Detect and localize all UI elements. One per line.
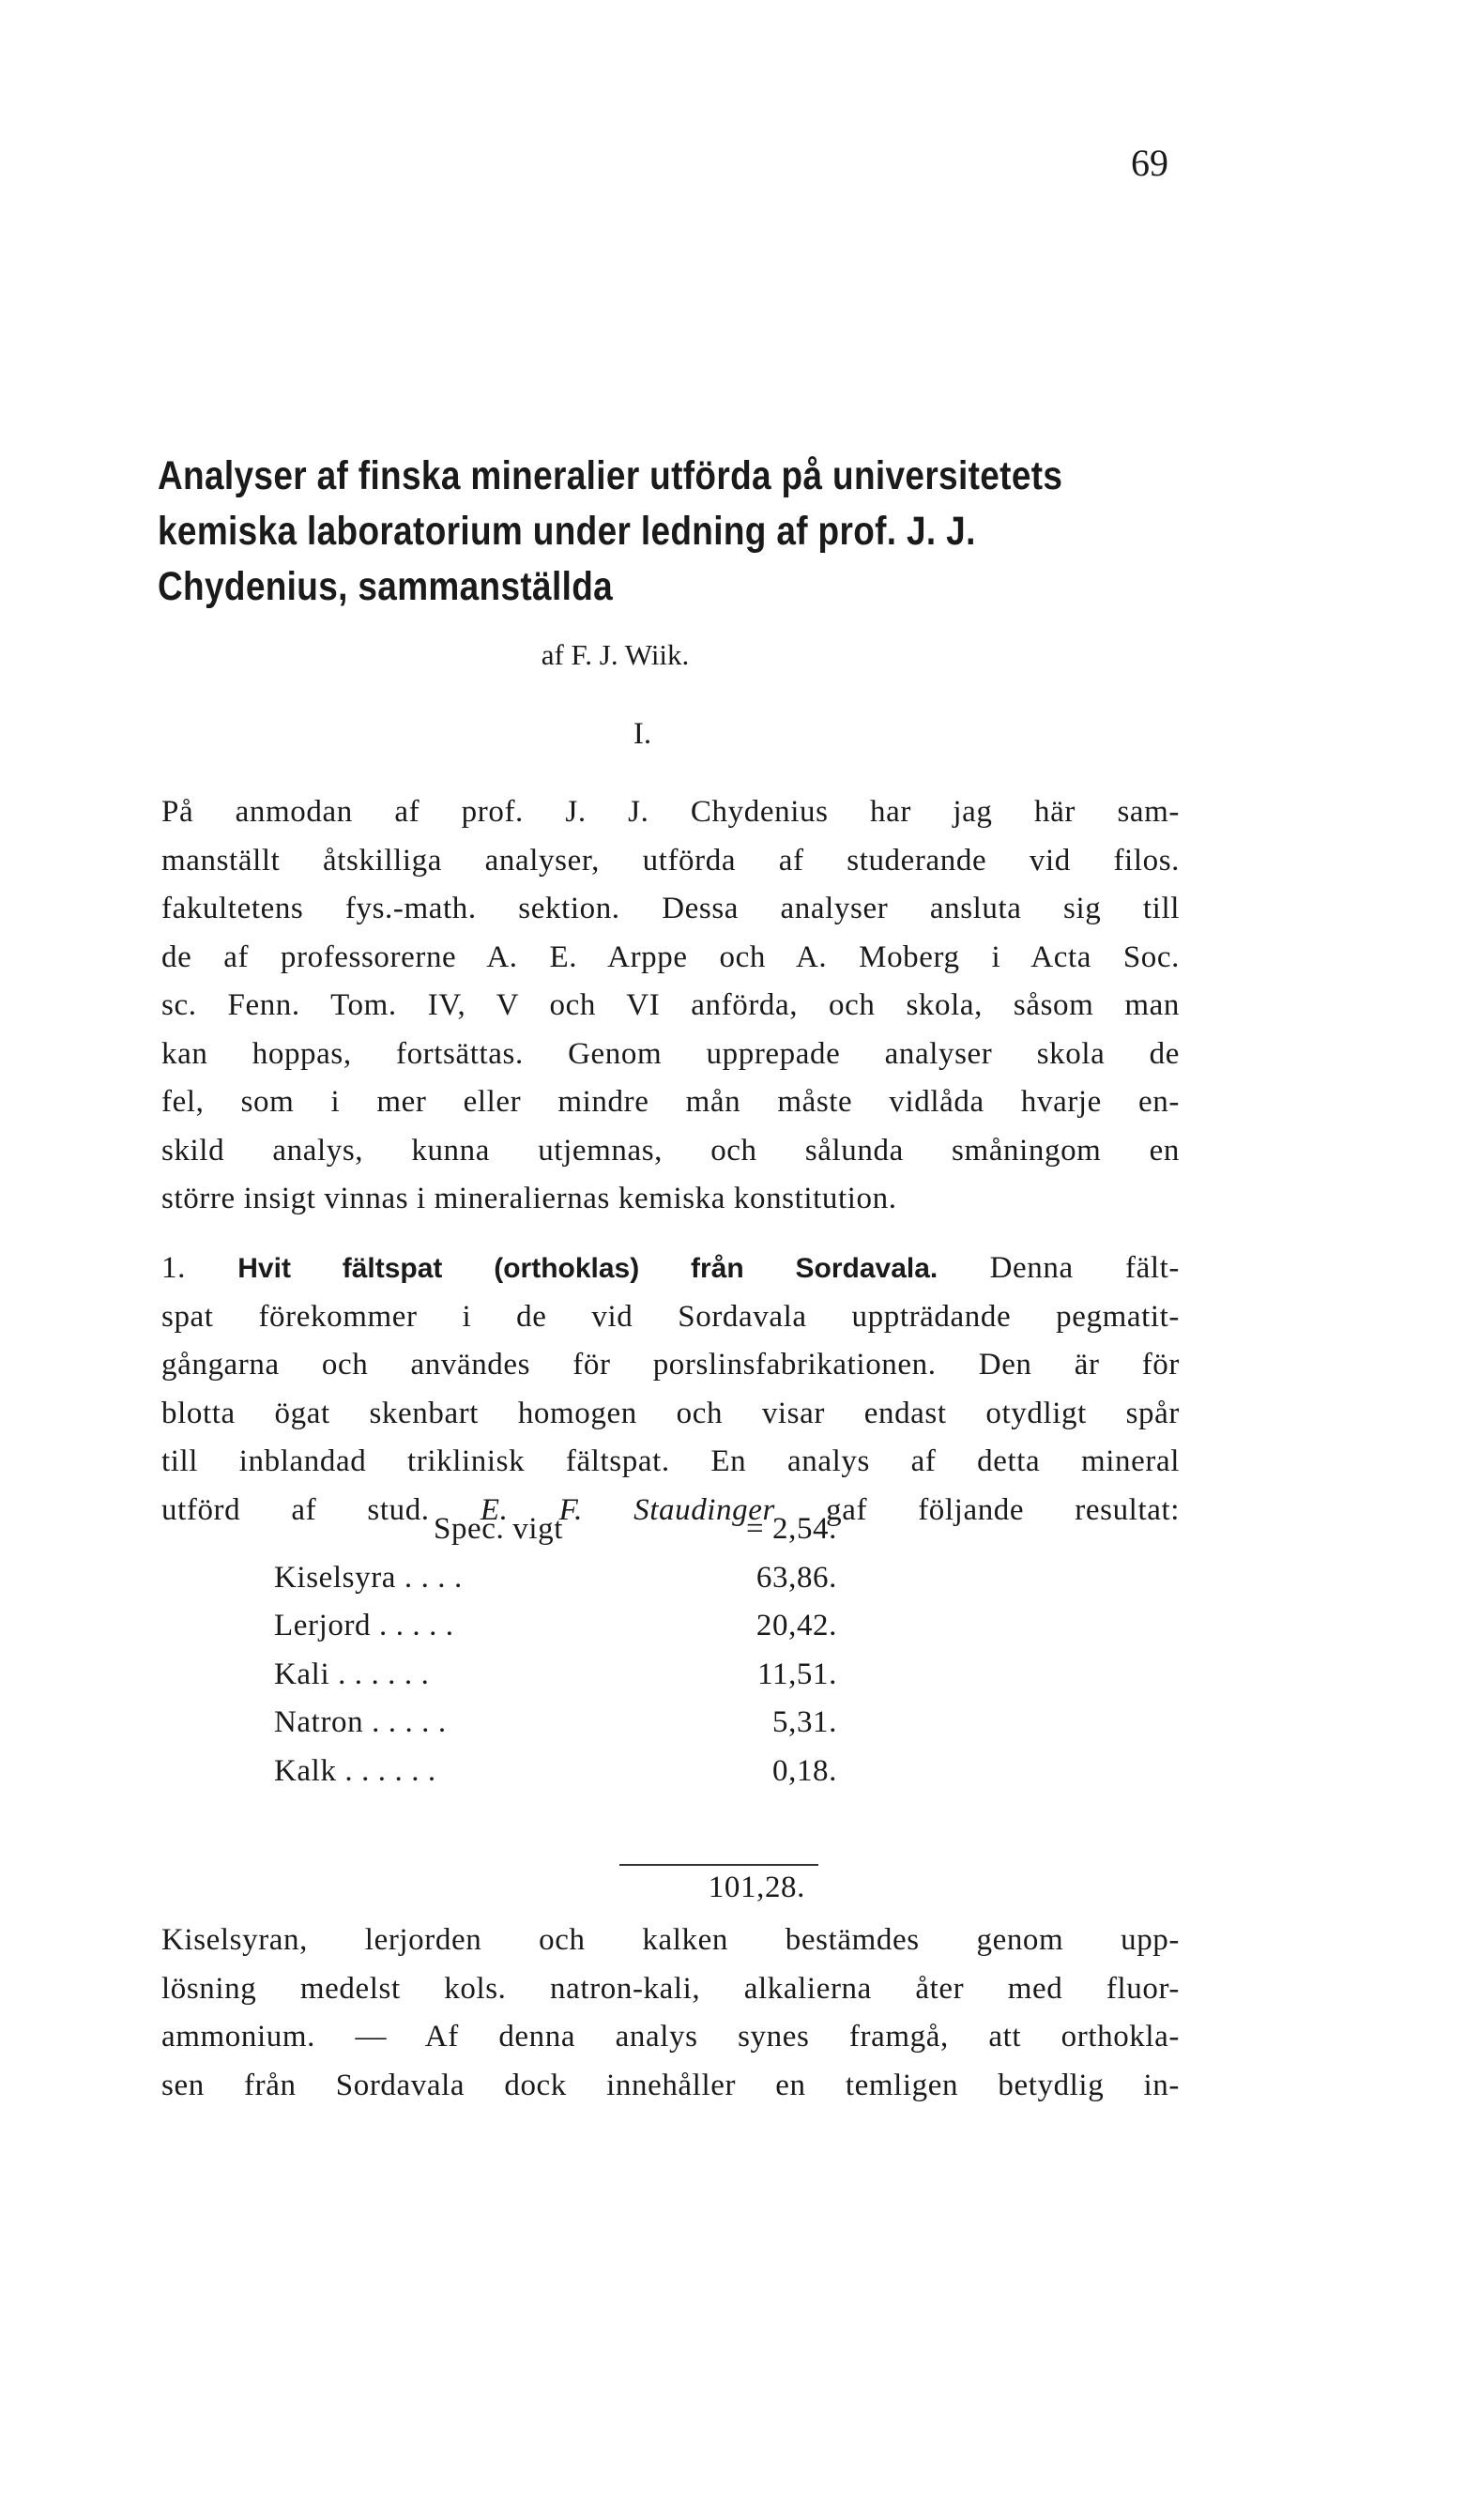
text-line: de af professorerne A. E. Arppe och A. Moberg i Acta Soc. xyxy=(161,939,1180,974)
component-value: 0,18. xyxy=(772,1753,837,1788)
text-line: manställt åtskilliga analyser, utförda af studerande vid filos. xyxy=(161,843,1180,878)
spec-gravity-row xyxy=(274,1505,837,1554)
analysis-total: 101,28. xyxy=(708,1871,805,1904)
text-line: sen från Sordavala dock innehåller en temligen betydlig in- xyxy=(161,2068,1180,2102)
sum-divider xyxy=(619,1864,818,1866)
paragraph-feldspar xyxy=(161,1245,1180,1535)
page-number: 69 xyxy=(1131,142,1168,184)
article-title xyxy=(158,449,1063,615)
entry-text: Denna fält- xyxy=(989,1251,1180,1285)
text-line xyxy=(161,1245,1180,1293)
table-row xyxy=(274,1602,837,1651)
component-value: 11,51. xyxy=(757,1657,837,1691)
component-name: Kiselsyra . . . . xyxy=(274,1560,463,1595)
table-row xyxy=(274,1651,837,1700)
component-name: Lerjord . . . . . xyxy=(274,1609,454,1642)
analyst-name: E. F. Staudinger xyxy=(480,1492,775,1527)
text-line: skild analys, kunna utjemnas, och sålunda småningom en xyxy=(161,1133,1180,1168)
entry-heading: Hvit fältspat (orthoklas) från Sordavala. xyxy=(237,1253,938,1284)
text-line: kan hoppas, fortsättas. Genom upprepade analyser skola de xyxy=(161,1036,1180,1071)
text-line: till inblandad triklinisk fältspat. En analys af detta mineral xyxy=(161,1444,1180,1478)
text-line: gångarna och användes för porslinsfabrikationen. Den är för xyxy=(161,1348,1180,1382)
analysis-table xyxy=(274,1505,837,1795)
text-line: spat förekommer i de vid Sordavala uppträdande pegmatit- xyxy=(161,1299,1180,1334)
spec-gravity-label: Spec. vigt xyxy=(434,1512,563,1546)
text-line: sc. Fenn. Tom. IV, V och VI anförda, och skola, såsom man xyxy=(161,988,1180,1022)
title-line: Analyser af finska mineralier utförda på universitetets xyxy=(158,453,1063,498)
text-line: På anmodan af prof. J. J. Chydenius har jag här sam- xyxy=(161,795,1180,829)
entry-text: utförd af stud. xyxy=(161,1492,430,1527)
component-name: Kali . . . . . . xyxy=(274,1657,430,1691)
text-line: Kiselsyran, lerjorden och kalken bestämdes genom upp- xyxy=(161,1923,1180,1957)
table-row xyxy=(274,1554,837,1603)
component-value: 20,42. xyxy=(755,1609,837,1642)
text-line: fakultetens fys.-math. sektion. Dessa analyser ansluta sig till xyxy=(161,892,1180,925)
component-value: 5,31. xyxy=(772,1705,837,1739)
section-number xyxy=(0,717,1480,752)
title-line: Chydenius, sammanställda xyxy=(158,564,614,609)
table-row xyxy=(274,1699,837,1748)
paragraph-method xyxy=(161,1917,1180,2110)
title-line: kemiska laboratorium under ledning af prof. J. J. xyxy=(158,509,976,554)
text-line: större insigt vinnas i mineraliernas kemiska konstitution. xyxy=(161,1182,897,1215)
entry-number: 1. xyxy=(161,1251,186,1285)
component-name: Natron . . . . . xyxy=(274,1705,447,1739)
text-line: fel, som i mer eller mindre mån måste vidlåda hvarje en- xyxy=(161,1085,1180,1119)
component-value: 63,86. xyxy=(755,1560,837,1595)
table-row xyxy=(274,1748,837,1796)
text-line: lösning medelst kols. natron-kali, alkalierna åter med fluor- xyxy=(161,1971,1180,2006)
component-name: Kalk . . . . . . xyxy=(274,1753,436,1788)
paragraph-intro xyxy=(161,788,1180,1224)
author-name: af F. J. Wiik. xyxy=(541,638,690,671)
spec-gravity-value: = 2,54. xyxy=(745,1512,837,1546)
section-label: I. xyxy=(633,717,652,751)
author-line xyxy=(0,638,1480,672)
text-line: ammonium. — Af denna analys synes framgå, att orthokla- xyxy=(161,2020,1180,2054)
text-line: blotta ögat skenbart homogen och visar endast otydligt spår xyxy=(161,1396,1180,1430)
entry-text: gaf följande resultat: xyxy=(826,1492,1180,1527)
